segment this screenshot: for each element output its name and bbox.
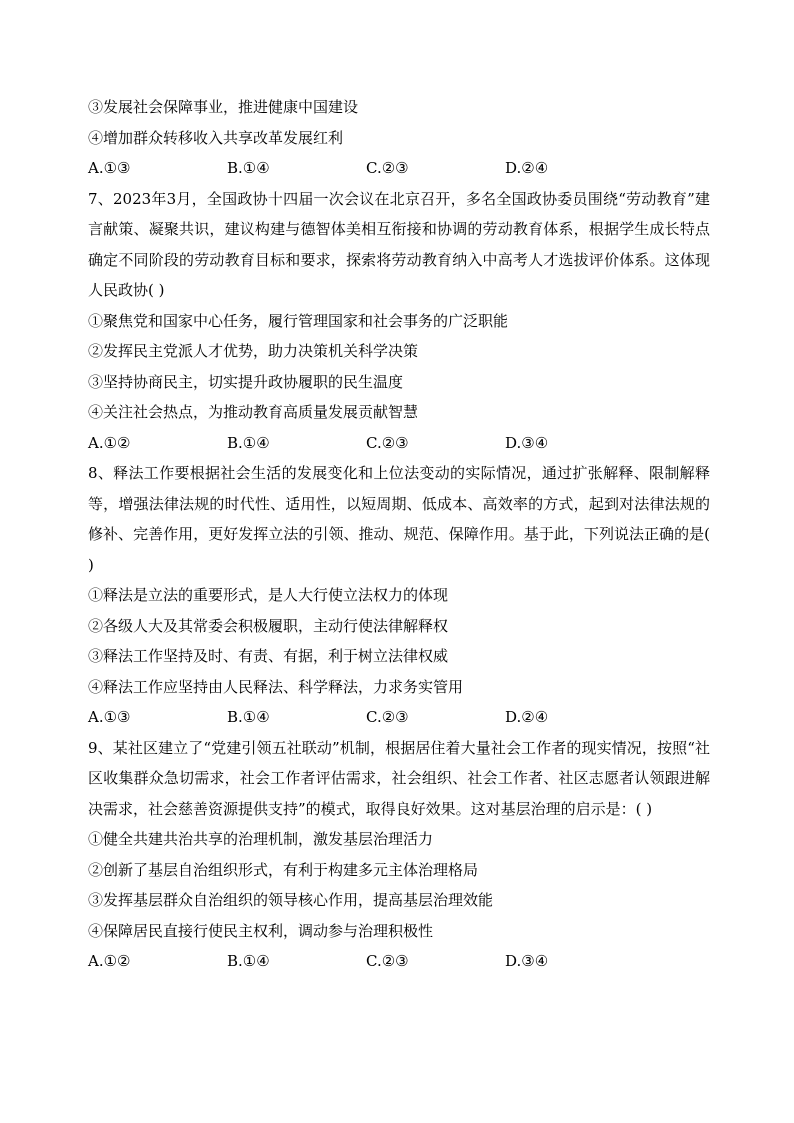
question-stem: 8、释法工作要根据社会生活的发展变化和上位法变动的实际情况，通过扩张解释、限制解释等，增强法律法规的时代性、适用性，以短周期、低成本、高效率的方式，起到对法律法规的修补、完善作用，更好发挥立法的引领、推动、规范、保障作用。基于此，下列说法正确的是( ) [88, 464, 710, 574]
question-8 [88, 458, 710, 733]
choice-item: ①释法是立法的重要形式，是人大行使立法权力的体现 [88, 586, 449, 604]
answer-options [88, 702, 710, 733]
option-d: D.③④ [505, 433, 549, 452]
option-d: D.②④ [505, 708, 549, 726]
option-b: B.①④ [227, 159, 270, 177]
option-c: C.②③ [366, 159, 409, 177]
exam-page [88, 92, 710, 977]
choice-item: ③发挥基层群众自治组织的领导核心作用，提高基层治理效能 [88, 891, 494, 909]
option-b: B.①④ [227, 952, 270, 970]
option-a: A.①③ [88, 159, 131, 177]
option-c: C.②③ [366, 433, 409, 452]
question-9 [88, 733, 710, 977]
answer-options [88, 428, 710, 459]
option-a: A.①③ [88, 708, 131, 726]
choice-item: ②创新了基层自治组织形式，有利于构建多元主体治理格局 [88, 860, 479, 879]
option-a: A.①② [88, 952, 131, 970]
choice-item: ②各级人大及其常委会积极履职，主动行使法律解释权 [88, 616, 449, 635]
option-c: C.②③ [366, 952, 409, 970]
answer-options [88, 153, 710, 184]
choice-item: ③发展社会保障事业，推进健康中国建设 [88, 98, 359, 116]
choice-item: ①健全共建共治共享的治理机制，激发基层治理活力 [88, 830, 434, 848]
question-stem: 7、2023年3月，全国政协十四届一次会议在北京召开，多名全国政协委员围绕“劳动教育”建言献策、凝聚共识，建议构建与德智体美相互衔接和协调的劳动教育体系，根据学生成长特点确定不同阶段的劳动教育目标和要求，探索将劳动教育纳入中高考人才选拔评价体系。这体现人民政协( ) [88, 189, 710, 299]
choice-item: ④保障居民直接行使民主权利，调动参与治理积极性 [88, 921, 434, 940]
option-c: C.②③ [366, 708, 409, 726]
choice-item: ④关注社会热点，为推动教育高质量发展贡献智慧 [88, 403, 419, 421]
choice-item: ④增加群众转移收入共享改革发展红利 [88, 128, 344, 147]
option-b: B.①④ [227, 433, 270, 452]
option-b: B.①④ [227, 708, 270, 726]
choice-item: ①聚焦党和国家中心任务，履行管理国家和社会事务的广泛职能 [88, 311, 509, 330]
question-stem: 9、某社区建立了“党建引领五社联动”机制，根据居住着大量社会工作者的现实情况，按照“社区收集群众急切需求，社会工作者评估需求，社会组织、社会工作者、社区志愿者认领跟进解决需求，社会慈善资源提供支持”的模式，取得良好效果。这对基层治理的启示是：( ) [88, 738, 710, 818]
option-a: A.①② [88, 433, 131, 452]
choice-item: ④释法工作应坚持由人民释法、科学释法，力求务实管用 [88, 677, 464, 696]
choice-item: ③释法工作坚持及时、有责、有据，利于树立法律权威 [88, 647, 449, 665]
answer-options [88, 946, 710, 977]
question-7 [88, 184, 710, 459]
choice-item: ②发挥民主党派人才优势，助力决策机关科学决策 [88, 342, 419, 360]
option-d: D.②④ [505, 159, 549, 177]
option-d: D.③④ [505, 952, 549, 970]
choice-item: ③坚持协商民主，切实提升政协履职的民生温度 [88, 372, 404, 391]
